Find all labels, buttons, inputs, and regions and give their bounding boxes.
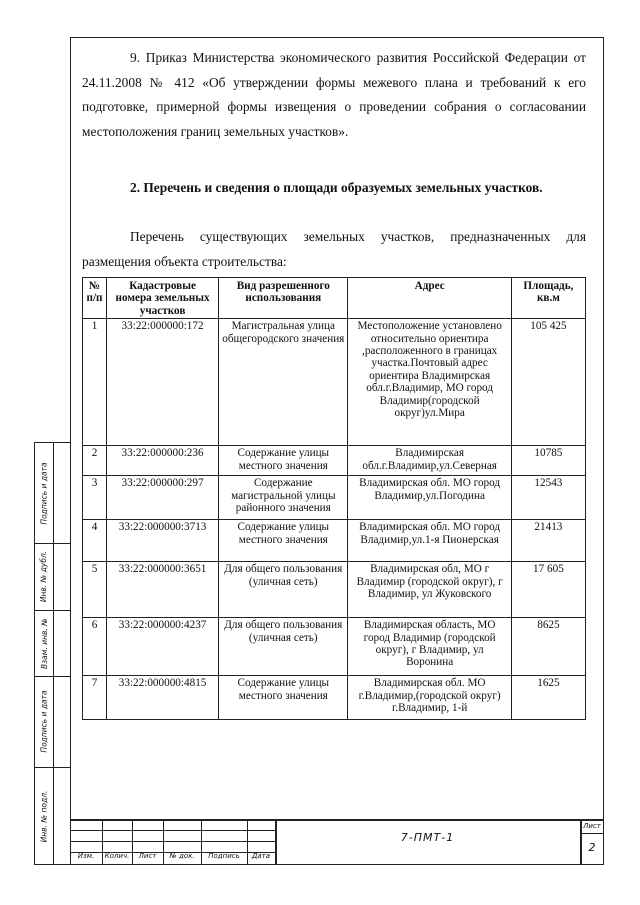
sheet-label: Лист [583, 822, 601, 830]
table-row [83, 562, 586, 618]
caption-sheet: Лист [138, 852, 157, 860]
caption-date: Дата [251, 852, 271, 860]
title-block [70, 819, 604, 865]
cell-area: 12543 [511, 476, 585, 520]
cell-usage: Содержание улицы местного значения [219, 676, 348, 720]
table-row [83, 618, 586, 676]
caption-doc-number: № док. [169, 852, 195, 860]
title-block-row-line [70, 841, 275, 842]
cell-cadastral: 33:22:000000:172 [107, 319, 219, 446]
cell-area: 10785 [511, 446, 585, 476]
table-row [83, 476, 586, 520]
cell-cadastral: 33:22:000000:3713 [107, 520, 219, 562]
cell-address: Владимирская обл. МО г.Владимир,(городской округ) г.Владимир, 1-й [348, 676, 511, 720]
cell-area: 1625 [511, 676, 585, 720]
cell-area: 21413 [511, 520, 585, 562]
header-usage: Вид разрешенного использования [219, 278, 348, 319]
strip-label-replacement-inventory: Взам. инв. № [39, 617, 49, 669]
cell-address: Владимирская обл, МО г Владимир (городской округ), г Владимир, ул Жуковского [348, 562, 511, 618]
cell-area: 105 425 [511, 319, 585, 446]
cell-cadastral: 33:22:000000:4237 [107, 618, 219, 676]
cell-address: Местоположение установлено относительно ориентира ,расположенного в границах участка.Почтовый адрес ориентира Владимирская обл.г.Владимир, МО город Владимир(городской округ)ул.Мира [348, 319, 511, 446]
cell-number: 1 [83, 319, 107, 446]
cell-area: 17 605 [511, 562, 585, 618]
cell-usage: Для общего пользования (уличная сеть) [219, 618, 348, 676]
side-strip [34, 442, 70, 865]
strip-label-signature-date-1: Подпись и дата [39, 461, 49, 525]
table-row [83, 446, 586, 476]
parcels-table [82, 277, 586, 720]
cell-cadastral: 33:22:000000:236 [107, 446, 219, 476]
sheet-number: 2 [588, 841, 596, 854]
cell-usage: Для общего пользования (уличная сеть) [219, 562, 348, 618]
header-area: Площадь, кв.м [511, 278, 585, 319]
cell-cadastral: 33:22:000000:297 [107, 476, 219, 520]
strip-label-signature-date-2: Подпись и дата [39, 690, 49, 753]
cell-usage: Магистральная улица общегородского значения [219, 319, 348, 446]
cell-number: 6 [83, 618, 107, 676]
order-reference-paragraph: 9. Приказ Министерства экономического развития Российской Федерации от 24.11.2008 № 412 «Об утверждении формы межевого плана и требований к его подготовке, примерной формы извещения о проведении собрания о согласовании местоположения границ земельных участков». [82, 50, 586, 139]
title-block-top-line [70, 819, 604, 821]
cell-usage: Содержание улицы местного значения [219, 446, 348, 476]
cell-address: Владимирская область, МО город Владимир (городской округ), г Владимир, ул Воронина [348, 618, 511, 676]
caption-signature: Подпись [208, 852, 240, 860]
strip-label-dup-inventory: Инв. № дубл. [39, 550, 49, 603]
cell-address: Владимирская обл. МО город Владимир,ул.Погодина [348, 476, 511, 520]
cell-number: 3 [83, 476, 107, 520]
caption-change: Изм. [77, 852, 95, 860]
cell-cadastral: 33:22:000000:3651 [107, 562, 219, 618]
strip-divider [53, 443, 54, 864]
title-block-row-line [70, 830, 275, 831]
cell-number: 4 [83, 520, 107, 562]
header-number: № п/п [83, 278, 107, 319]
caption-quantity: Колич. [104, 852, 130, 860]
cell-number: 7 [83, 676, 107, 720]
table-row [83, 676, 586, 720]
header-address: Адрес [348, 278, 511, 319]
sheet-box-line [580, 833, 604, 834]
cell-cadastral: 33:22:000000:4815 [107, 676, 219, 720]
header-cadastral: Кадастровые номера земельных участков [107, 278, 219, 319]
intro-paragraph: Перечень существующих земельных участков, предназначенных для размещения объекта строительства: [82, 229, 586, 269]
cell-usage: Содержание магистральной улицы районного значения [219, 476, 348, 520]
table-row [83, 319, 586, 446]
cell-number: 5 [83, 562, 107, 618]
section-heading: 2. Перечень и сведения о площади образуемых земельных участков. [130, 180, 543, 195]
cell-usage: Содержание улицы местного значения [219, 520, 348, 562]
cell-address: Владимирская обл. МО город Владимир,ул.1-я Пионерская [348, 520, 511, 562]
table-header-row [83, 278, 586, 319]
cell-area: 8625 [511, 618, 585, 676]
strip-label-original-inventory: Инв. № подл. [39, 790, 49, 843]
document-code: 7-ПМТ-1 [400, 831, 455, 844]
table-row [83, 520, 586, 562]
cell-number: 2 [83, 446, 107, 476]
cell-address: Владимирская обл.г.Владимир,ул.Северная [348, 446, 511, 476]
